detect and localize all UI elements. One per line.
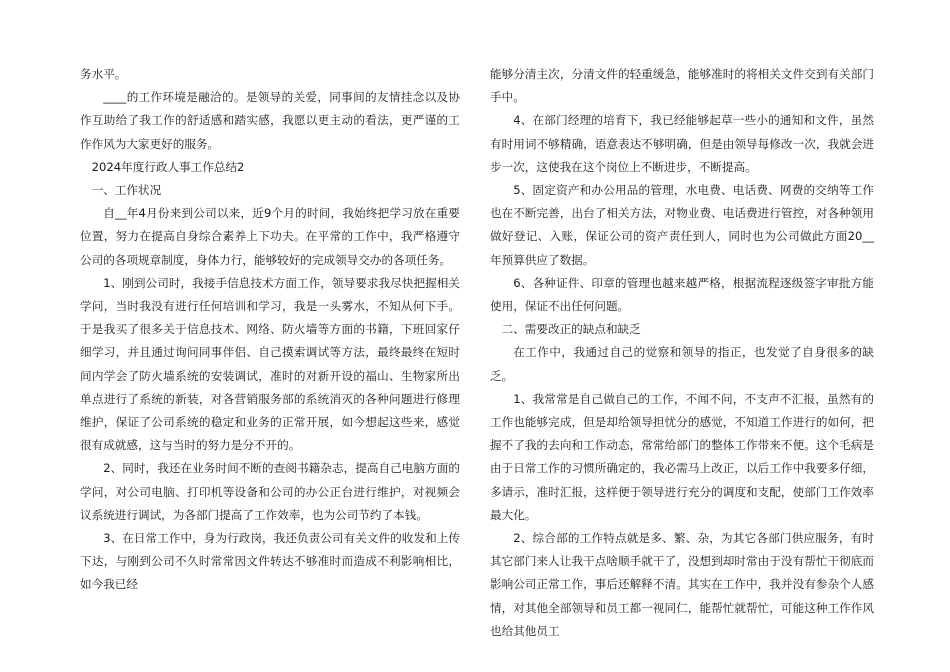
paragraph-item-6: 6、各种证件、印章的管理也越来越严格，根据流程逐级签字审批方能使用，保证不出任何问题。 bbox=[490, 275, 874, 314]
section-heading-shortcomings: 二、需要改正的缺点和缺乏 bbox=[501, 322, 641, 337]
paragraph-item-3: 3、在日常工作中，身为行政岗，我还负责公司有关文件的收发和上传下达，与刚到公司不久时常常因文件转达不够准时而造成不利影响相比，如今我已经 bbox=[80, 531, 460, 592]
paragraph-continuation: 务水平。 bbox=[80, 67, 127, 81]
paragraph-work-environment: ____的工作环境是融洽的。是领导的关爱，同事间的友情挂念以及协作互助给了我工作的舒适感和踏实感，我愿以更主动的看法，更严谨的工作作风为大家更好的服务。 bbox=[80, 90, 460, 151]
paragraph-intro: 自__年4月份来到公司以来，近9个月的时间，我始终把学习放在重要位置，努力在提高自身综合素养上下功夫。在平常的工作中，我严格遵守公司的各项规章制度，身体力行，能够较好的完成领导交办的各项任务。 bbox=[80, 206, 460, 267]
paragraph-continuation: 能够分清主次，分清文件的轻重缓急，能够准时的将相关文件交到有关部门手中。 bbox=[490, 67, 874, 105]
paragraph-item-4: 4、在部门经理的培育下，我已经能够起草一些小的通知和文件，虽然有时用词不够精确，语意表达不够明确，但是由领导每修改一次，我就会进步一次，这使我在这个岗位上不断进步，不断提高。 bbox=[490, 113, 874, 174]
paragraph-shortcomings-intro: 在工作中，我通过自己的觉察和领导的指正，也发觉了自身很多的缺乏。 bbox=[490, 345, 874, 383]
left-text-column bbox=[80, 63, 460, 597]
paragraph-item-1: 1、刚到公司时，我接手信息技术方面工作，领导要求我尽快把握相关学问，当时我没有进行任何培训和学习，我是一头雾水，不知从何下手。于是我买了很多关于信息技术、网络、防火墙等方面的书籍，下班回家仔细学习，并且通过询问同事伴侣、自己摸索调试等方法，最终最终在短时间内学会了防火墙系统的安装调试，准时的对新开设的福山、生物家所出单点进行了系统的新装，对各营销服务部的系统消灭的各种问题进行修理维护，保证了公司系统的稳定和业务的正常开展，如今想起这些来，感觉很有成就感，这与当时的努力是分不开的。 bbox=[80, 275, 460, 453]
paragraph-shortcoming-2: 2、综合部的工作特点就是多、繁、杂，为其它各部门供应服务，有时其它部门来人让我干点啥顺手就干了，没想到却时常由于没有帮忙干彻底而影响公司正常工作，事后还解释不清。其实在工作中，我并没有参杂个人感情，对其他全部领导和员工都一视同仁，能帮忙就帮忙，可能这种工作作风也给其他员工 bbox=[490, 531, 874, 638]
paragraph-item-2: 2、同时，我还在业务时间不断的查阅书籍杂志，提高自己电脑方面的学问，对公司电脑、打印机等设备和公司的办公正台进行维护，对视频会议系统进行调试，为各部门提高了工作效率，也为公司节约了本钱。 bbox=[80, 461, 460, 522]
paragraph-item-5: 5、固定资产和办公用品的管理，水电费、电话费、网费的交纳等工作也在不断完善，出台了相关方法，对物业费、电话费进行管控，对各种领用做好登记、入账，保证公司的资产责任到人，同时也为公司做此方面20__年预算供应了数据。 bbox=[490, 183, 874, 267]
paragraph-shortcoming-1: 1、我常常是自己做自己的工作，不闻不问，不支声不汇报，虽然有的工作也能够完成，但是却给领导担忧分的感觉，不知道工作进行的如何，把握不了我的去向和工作动态，常常给部门的整体工作带来不便。这个毛病是由于日常工作的习惯所确定的，我必需马上改正，以后工作中我要多仔细，多请示，准时汇报，这样便于领导进行充分的调度和支配，使部门工作效率最大化。 bbox=[490, 391, 874, 522]
right-text-column bbox=[490, 63, 874, 643]
document-title: 2024年度行政人事工作总结2 bbox=[91, 159, 245, 174]
section-heading-work-status: 一、工作状况 bbox=[91, 183, 162, 198]
